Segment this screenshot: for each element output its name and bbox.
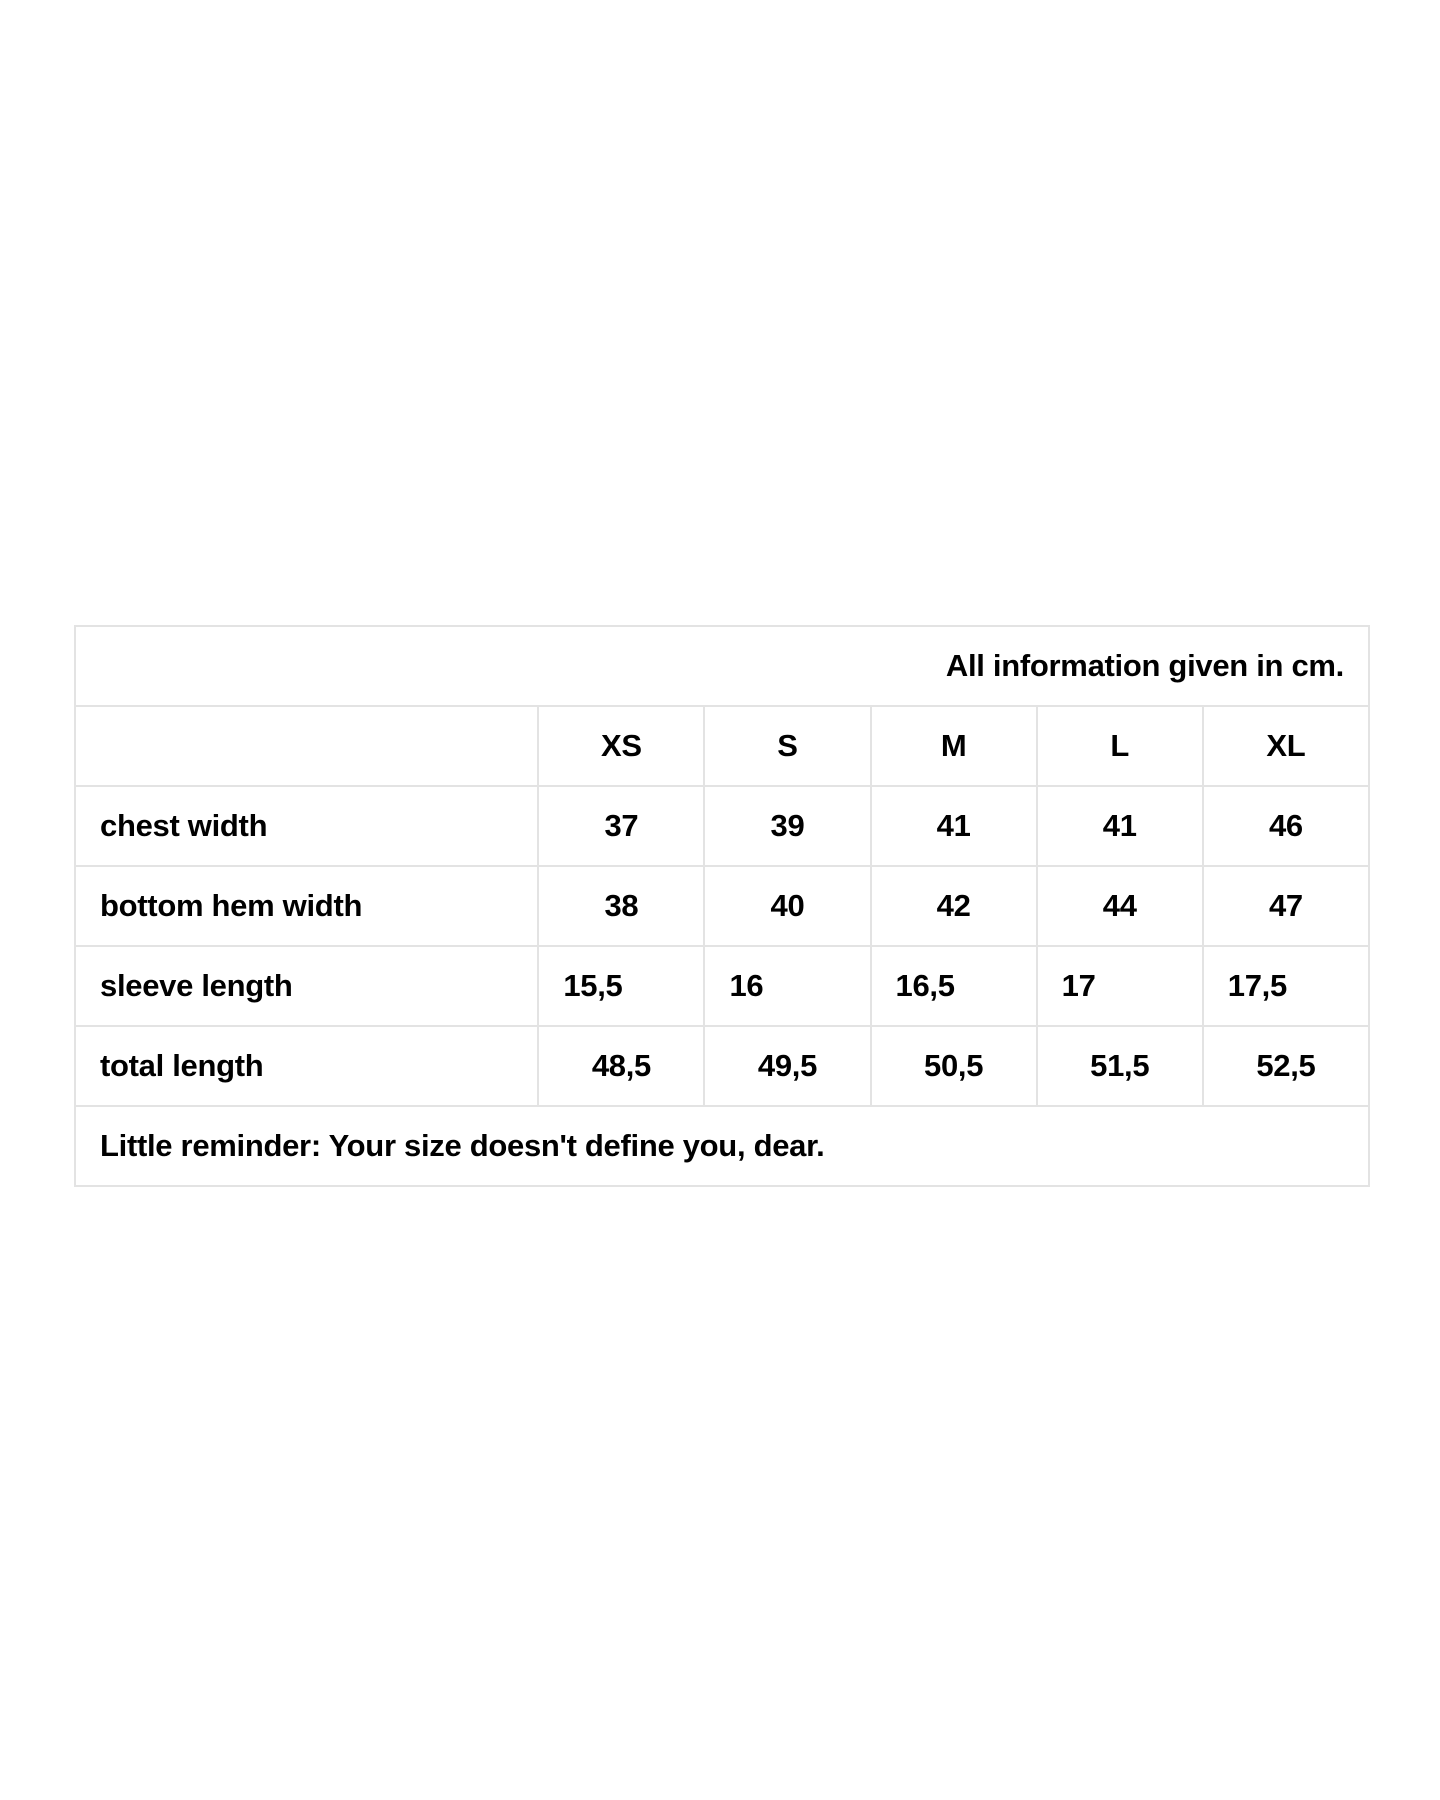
row-label: sleeve length xyxy=(75,946,538,1026)
table-cell: 40 xyxy=(704,866,870,946)
table-row-chest-width xyxy=(75,786,1369,866)
size-header-xs: XS xyxy=(538,706,704,786)
table-cell: 47 xyxy=(1203,866,1369,946)
size-header-s: S xyxy=(704,706,870,786)
size-header-xl: XL xyxy=(1203,706,1369,786)
table-cell: 50,5 xyxy=(871,1026,1037,1106)
reminder-note: Little reminder: Your size doesn't define you, dear. xyxy=(75,1106,1369,1186)
row-label: chest width xyxy=(75,786,538,866)
table-cell: 51,5 xyxy=(1037,1026,1203,1106)
table-cell: 42 xyxy=(871,866,1037,946)
table-row-sleeve-length xyxy=(75,946,1369,1026)
table-cell: 44 xyxy=(1037,866,1203,946)
size-chart-table xyxy=(74,625,1370,1187)
table-cell: 48,5 xyxy=(538,1026,704,1106)
table-row-total-length xyxy=(75,1026,1369,1106)
table-cell: 46 xyxy=(1203,786,1369,866)
unit-note-row xyxy=(75,626,1369,706)
reminder-row xyxy=(75,1106,1369,1186)
table-cell: 15,5 xyxy=(538,946,704,1026)
table-cell: 41 xyxy=(871,786,1037,866)
header-corner-cell xyxy=(75,706,538,786)
table-cell: 52,5 xyxy=(1203,1026,1369,1106)
row-label: total length xyxy=(75,1026,538,1106)
table-cell: 38 xyxy=(538,866,704,946)
table-cell: 17,5 xyxy=(1203,946,1369,1026)
size-header-row xyxy=(75,706,1369,786)
table-cell: 37 xyxy=(538,786,704,866)
table-cell: 17 xyxy=(1037,946,1203,1026)
row-label: bottom hem width xyxy=(75,866,538,946)
table-cell: 16,5 xyxy=(871,946,1037,1026)
table-cell: 41 xyxy=(1037,786,1203,866)
table-row-bottom-hem-width xyxy=(75,866,1369,946)
table-cell: 39 xyxy=(704,786,870,866)
table-cell: 49,5 xyxy=(704,1026,870,1106)
unit-note: All information given in cm. xyxy=(75,626,1369,706)
size-header-l: L xyxy=(1037,706,1203,786)
table-cell: 16 xyxy=(704,946,870,1026)
size-header-m: M xyxy=(871,706,1037,786)
